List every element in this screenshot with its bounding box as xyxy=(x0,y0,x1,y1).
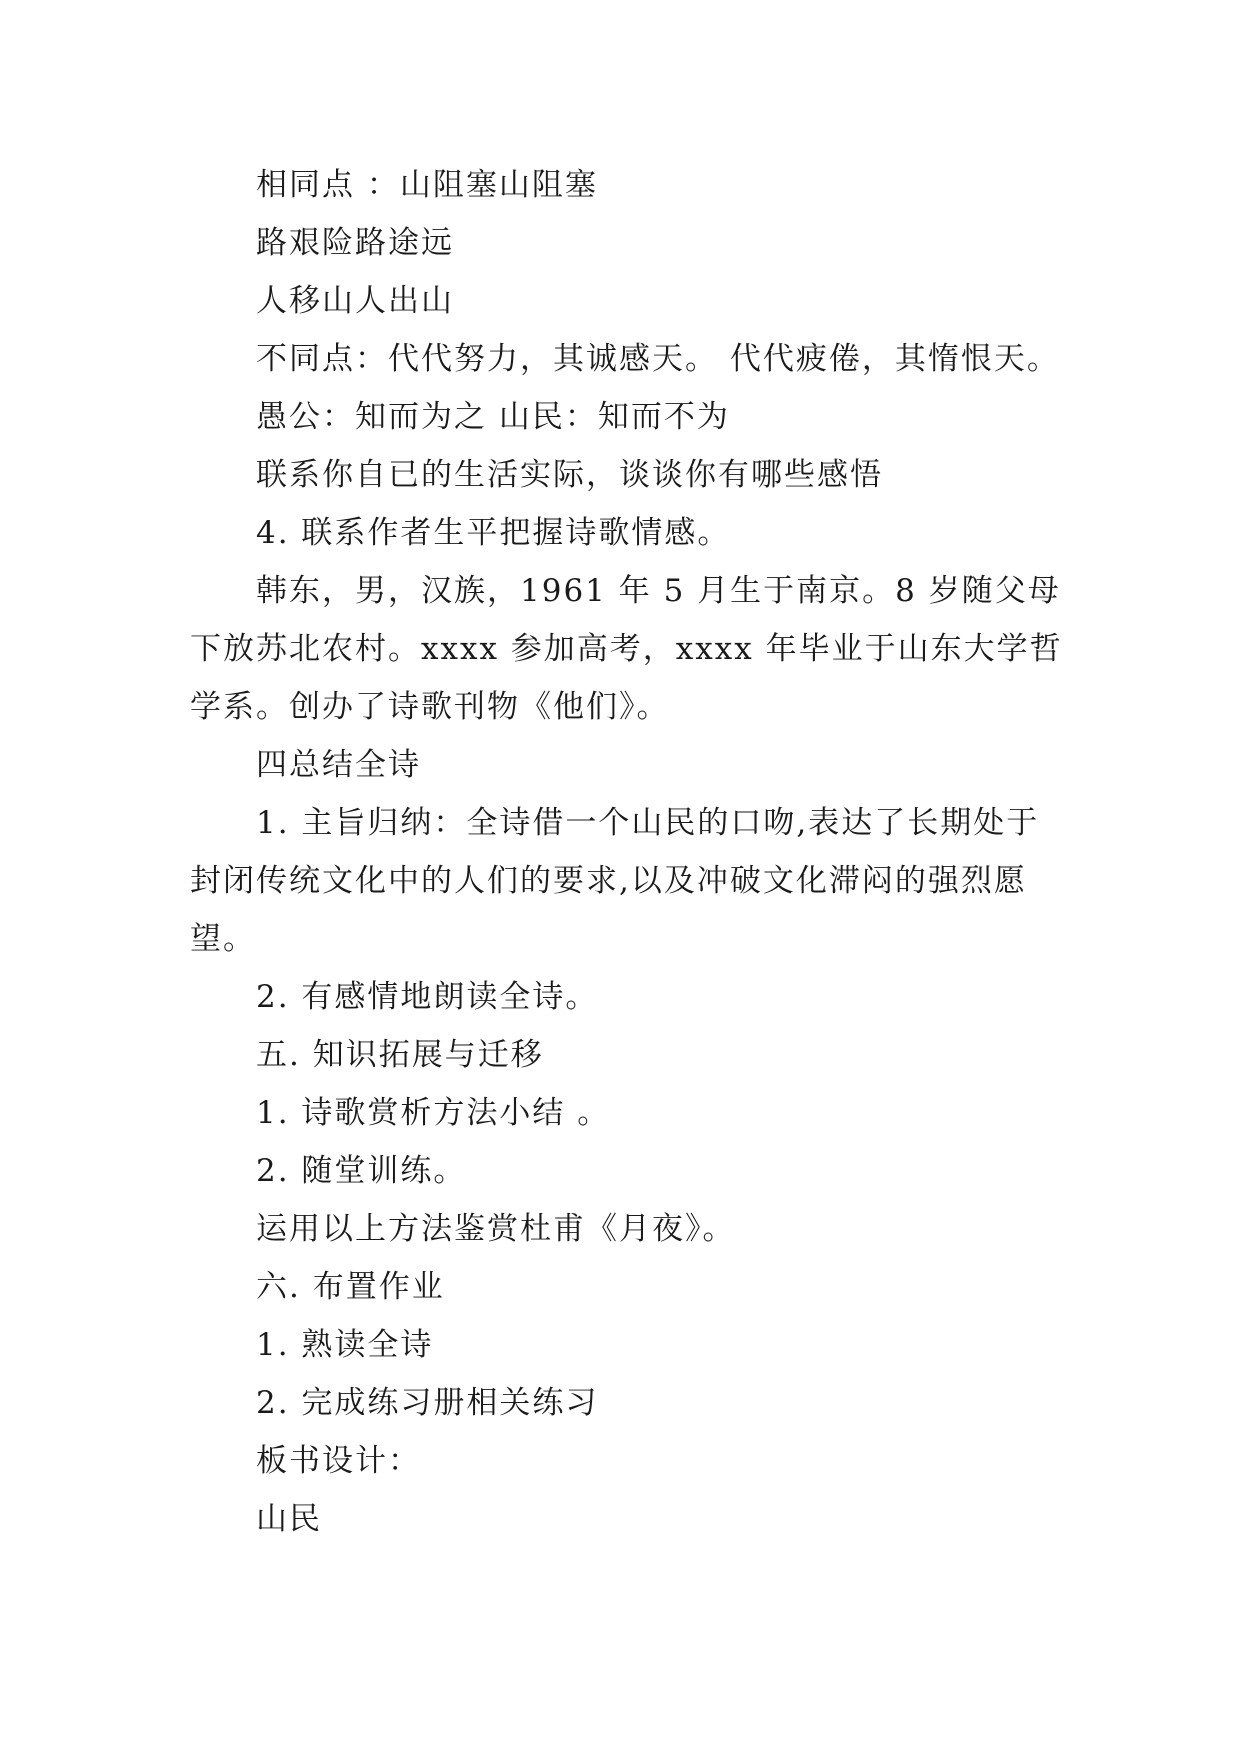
text-line: 人移山人出山 xyxy=(256,283,454,319)
text-line: 1. 诗歌赏析方法小结 。 xyxy=(256,1095,611,1131)
text-line: 4. 联系作者生平把握诗歌情感。 xyxy=(256,515,731,551)
section-heading: 五. 知识拓展与迁移 xyxy=(256,1037,544,1073)
text-line: 2. 有感情地朗读全诗。 xyxy=(256,979,599,1015)
text-line: 运用以上方法鉴赏杜甫《月夜》。 xyxy=(256,1211,736,1247)
section-heading: 六. 布置作业 xyxy=(256,1269,445,1305)
text-line: 2. 完成练习册相关练习 xyxy=(256,1385,599,1421)
text-line: 2. 随堂训练。 xyxy=(256,1153,467,1189)
author-bio-paragraph: 韩东，男，汉族，1961 年 5 月生于南京。8 岁随父母下放苏北农村。xxxx 参加高考，xxxx 年毕业于山东大学哲学系。创办了诗歌刊物《他们》。 xyxy=(190,573,1063,725)
text-line: 相同点 ：山阻塞山阻塞 xyxy=(256,167,598,203)
text-line: 联系你自已的生活实际，谈谈你有哪些感悟 xyxy=(256,457,883,493)
text-line: 板书设计： xyxy=(256,1443,421,1479)
text-line: 路艰险路途远 xyxy=(256,225,454,261)
text-line: 1. 熟读全诗 xyxy=(256,1327,434,1363)
text-line: 愚公：知而为之 山民：知而不为 xyxy=(256,399,730,435)
theme-summary-paragraph: 1. 主旨归纳：全诗借一个山民的口吻,表达了长期处于封闭传统文化中的人们的要求,以及冲破文化滞闷的强烈愿望。 xyxy=(190,805,1040,957)
text-line: 不同点：代代努力，其诚感天。 代代疲倦，其惰恨天。 xyxy=(256,341,1060,377)
document-body xyxy=(190,156,1070,1548)
text-line: 山民 xyxy=(256,1501,322,1537)
section-heading: 四总结全诗 xyxy=(256,747,421,783)
